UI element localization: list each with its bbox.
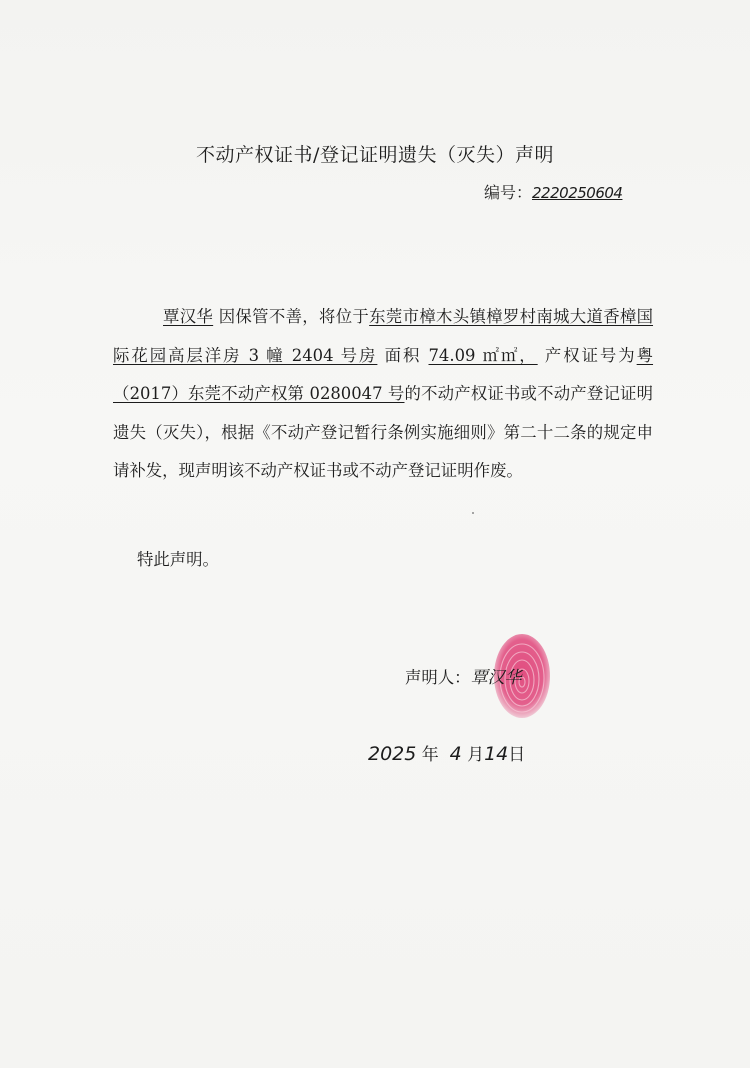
document-title: 不动产权证书/登记证明遗失（灭失）声明 <box>196 144 554 166</box>
paper-speck <box>472 512 474 514</box>
body-segment-2: 面积 <box>384 345 422 365</box>
date-month-label: 月 <box>467 745 485 765</box>
property-area: 74.09 ㎡㎡， <box>428 345 538 365</box>
property-address: 东莞市樟木头镇樟罗村南城大道香樟国际花园高层洋房 3 幢 2404 号房 <box>113 307 654 365</box>
body-segment-4: 的不动产权证书或不动产登记证明遗失（灭失），根据《不动产登记暂行条例实施细则》第二十二条的规定申请补发，现声明该不动产权证书或不动产登记证明作废。 <box>113 384 653 480</box>
body-segment-3: 产权证号为 <box>544 345 637 365</box>
date-day-label: 日 <box>508 745 526 765</box>
certificate-number: 粤（2017）东莞不动产权第 0280047 号 <box>113 345 654 403</box>
date-year-label: 年 <box>421 745 439 765</box>
serial-label: 编号： <box>484 183 533 202</box>
declarant-label: 声明人： <box>405 668 471 687</box>
body-segment-1: 因保管不善，将位于 <box>218 307 370 326</box>
date-year: 2025 <box>368 743 417 765</box>
owner-name: 覃汉华 <box>163 307 214 326</box>
signing-date <box>368 740 525 765</box>
date-day: 14 <box>484 743 509 765</box>
closing-statement: 特此声明。 <box>137 550 219 569</box>
declarant-signature: 覃汉华 <box>470 668 522 688</box>
declaration-body <box>113 298 653 491</box>
date-month: 4 <box>449 743 462 765</box>
serial-number <box>484 180 622 203</box>
serial-value: 2220250604 <box>532 184 623 202</box>
